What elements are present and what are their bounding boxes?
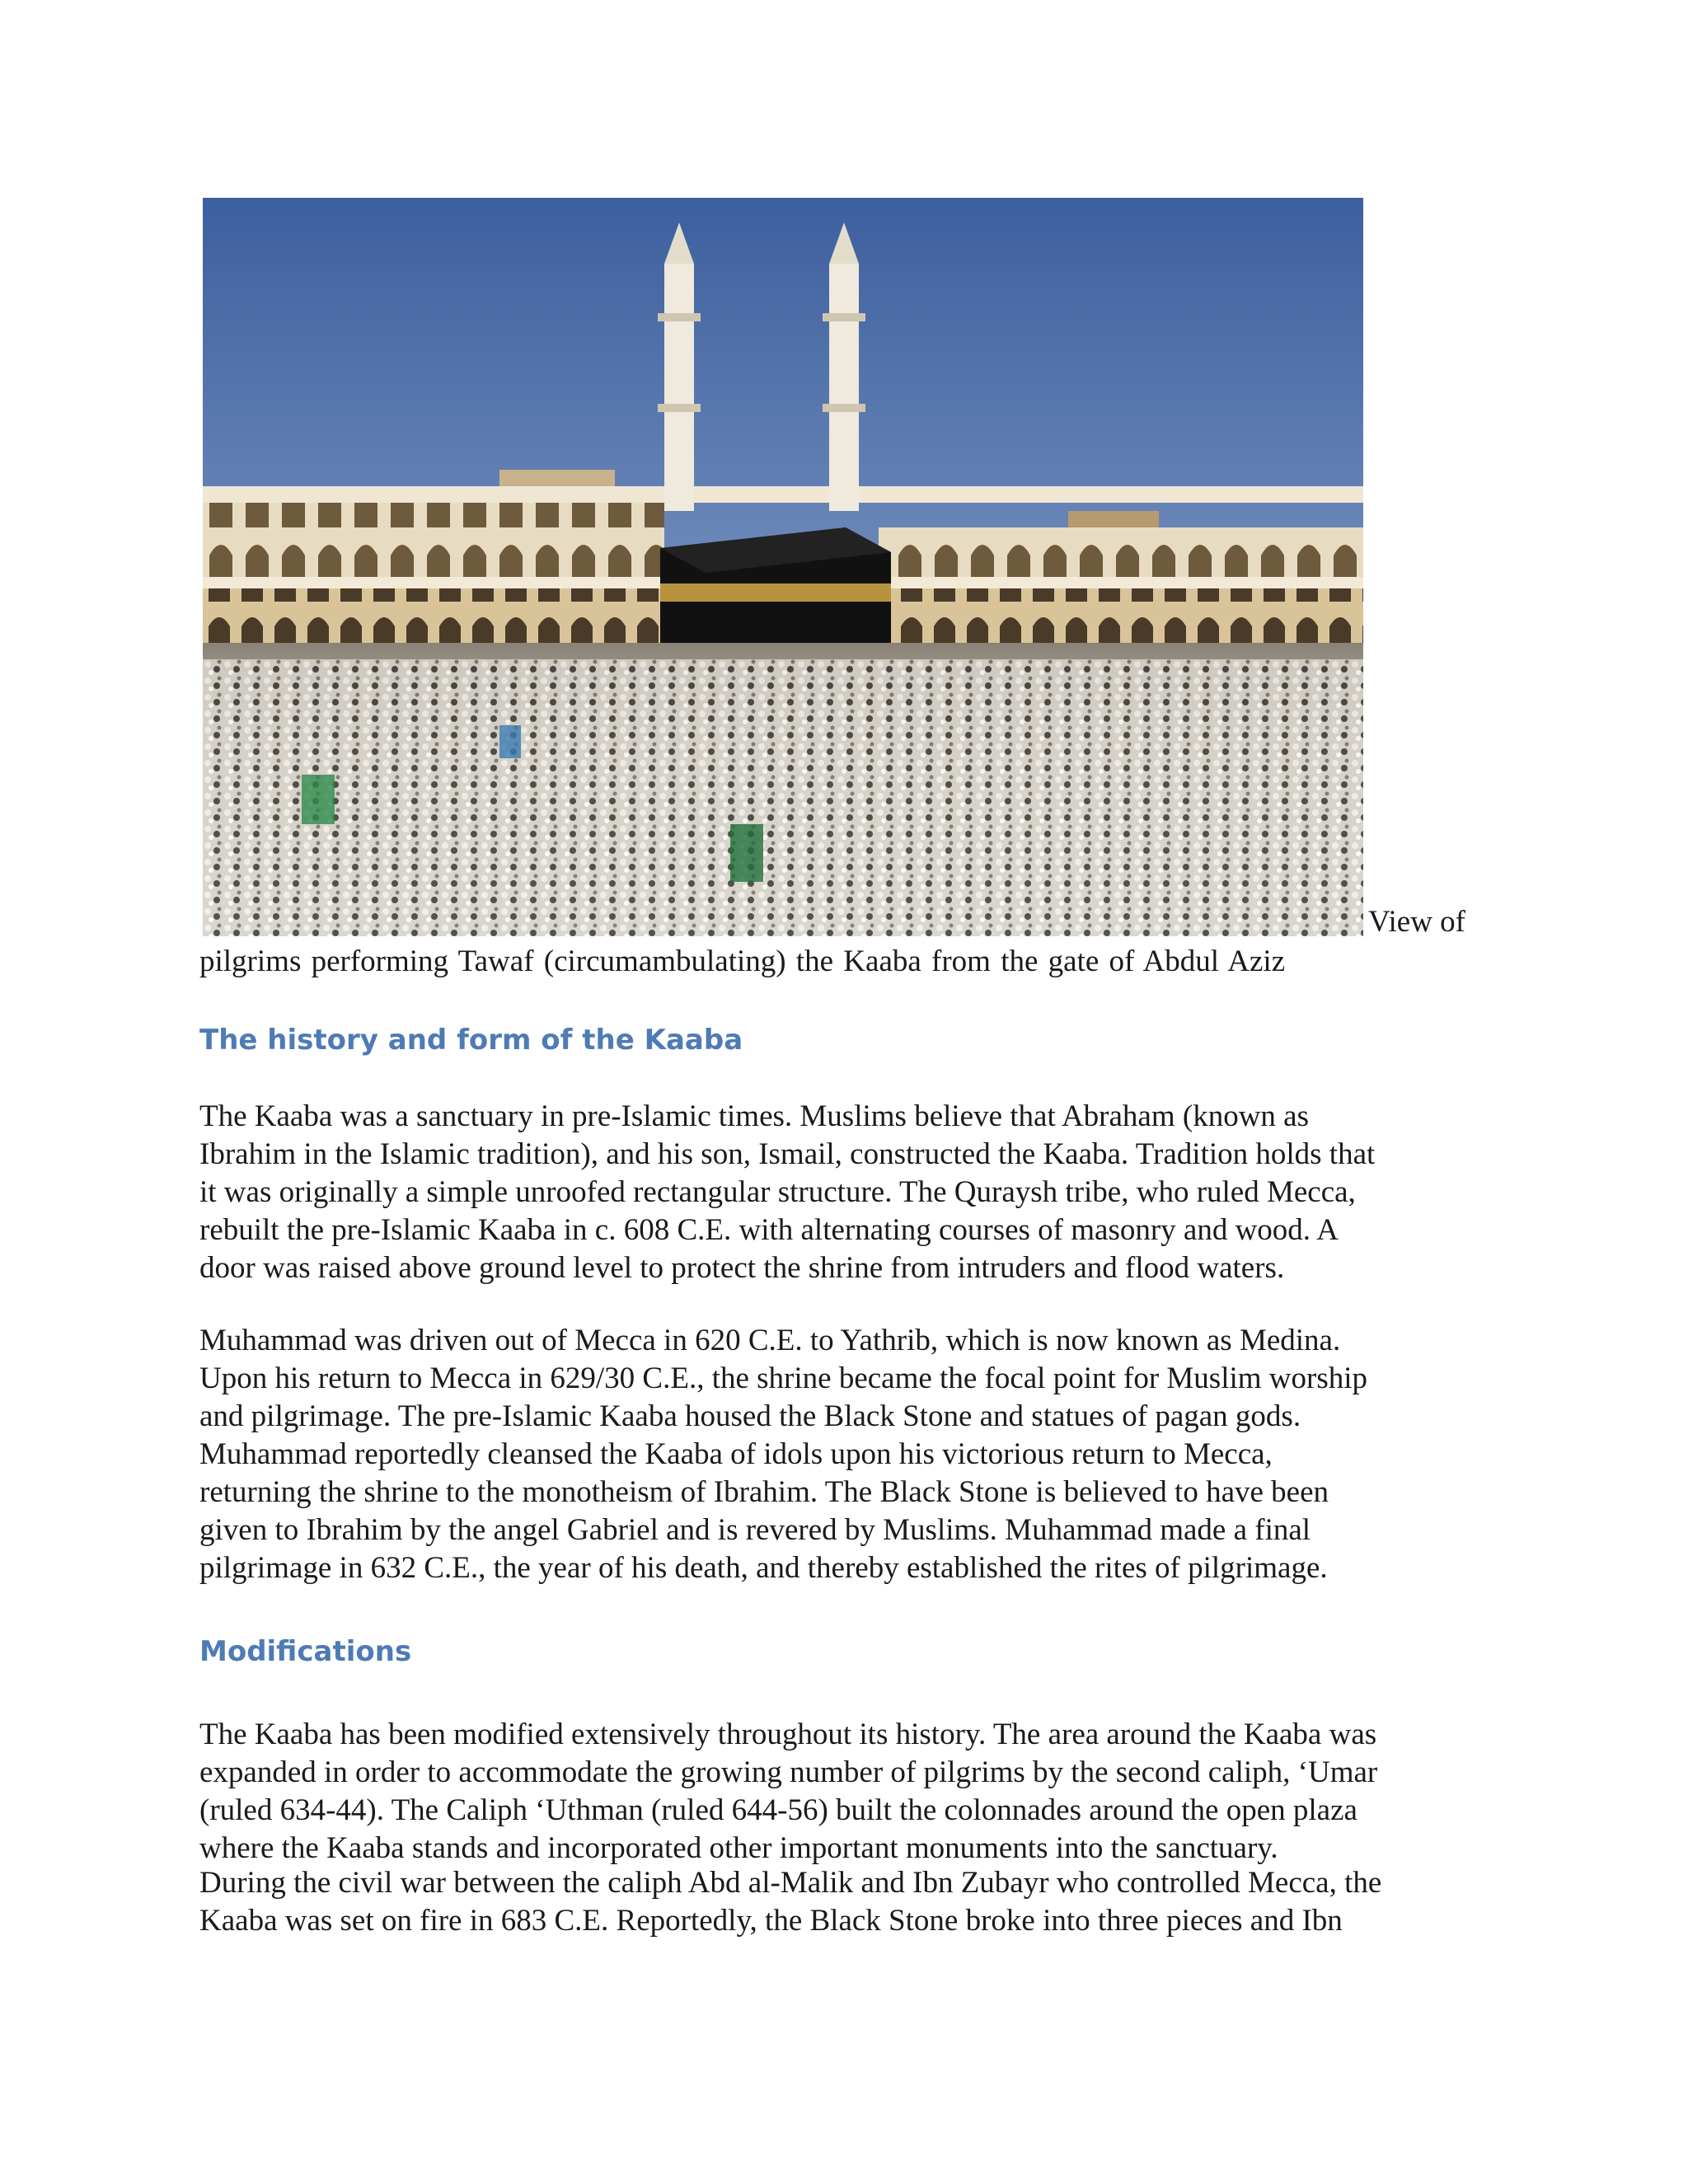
text-line: During the civil war between the caliph Abd al-Malik and Ibn Zubayr who controlled Mecca, the bbox=[199, 1866, 1382, 1900]
section-heading-modifications: Modifications bbox=[199, 1635, 412, 1668]
text-line: Muhammad was driven out of Mecca in 620 C.E. to Yathrib, which is now known as Medina. bbox=[199, 1324, 1341, 1357]
text-line: and pilgrimage. The pre-Islamic Kaaba housed the Black Stone and statues of pagan gods. bbox=[199, 1399, 1301, 1433]
text-line: given to Ibrahim by the angel Gabriel and is revered by Muslims. Muhammad made a final bbox=[199, 1513, 1311, 1547]
paragraph-history-1 bbox=[199, 1098, 1485, 1287]
text-line: Kaaba was set on fire in 683 C.E. Reportedly, the Black Stone broke into three pieces and Ibn bbox=[199, 1904, 1343, 1938]
section-heading-history: The history and form of the Kaaba bbox=[199, 1024, 743, 1057]
photo-caption-line-1: View of bbox=[1368, 905, 1465, 939]
kaaba-photo bbox=[203, 198, 1363, 936]
paragraph-modifications-1 bbox=[199, 1716, 1485, 1868]
text-line: Ibrahim in the Islamic tradition), and his son, Ismail, constructed the Kaaba. Tradition holds that bbox=[199, 1137, 1376, 1171]
text-line: door was raised above ground level to protect the shrine from intruders and flood waters. bbox=[199, 1251, 1285, 1285]
text-line: Muhammad reportedly cleansed the Kaaba of idols upon his victorious return to Mecca, bbox=[199, 1437, 1273, 1471]
photo-caption-line-2: pilgrims performing Tawaf (circumambulating) the Kaaba from the gate of Abdul Aziz bbox=[199, 944, 1286, 978]
text-line: pilgrimage in 632 C.E., the year of his death, and thereby established the rites of pilgrimage. bbox=[199, 1551, 1328, 1585]
paragraph-modifications-2 bbox=[199, 1864, 1485, 1940]
kaaba-photo-illustration bbox=[203, 198, 1363, 936]
text-line: The Kaaba has been modified extensively throughout its history. The area around the Kaaba was bbox=[199, 1718, 1377, 1751]
text-line: rebuilt the pre-Islamic Kaaba in c. 608 C.E. with alternating courses of masonry and wood. A bbox=[199, 1213, 1339, 1247]
text-line: Upon his return to Mecca in 629/30 C.E., the shrine became the focal point for Muslim worship bbox=[199, 1361, 1368, 1395]
text-line: expanded in order to accommodate the growing number of pilgrims by the second caliph, ‘Umar bbox=[199, 1755, 1378, 1789]
text-line: where the Kaaba stands and incorporated other important monuments into the sanctuary. bbox=[199, 1831, 1278, 1865]
text-line: (ruled 634-44). The Caliph ‘Uthman (ruled 644-56) built the colonnades around the open plaza bbox=[199, 1793, 1357, 1827]
paragraph-history-2 bbox=[199, 1322, 1485, 1587]
text-line: The Kaaba was a sanctuary in pre-Islamic times. Muslims believe that Abraham (known as bbox=[199, 1099, 1309, 1133]
text-line: returning the shrine to the monotheism of Ibrahim. The Black Stone is believed to have been bbox=[199, 1475, 1329, 1509]
text-line: it was originally a simple unroofed rectangular structure. The Quraysh tribe, who ruled Mecca, bbox=[199, 1175, 1356, 1209]
